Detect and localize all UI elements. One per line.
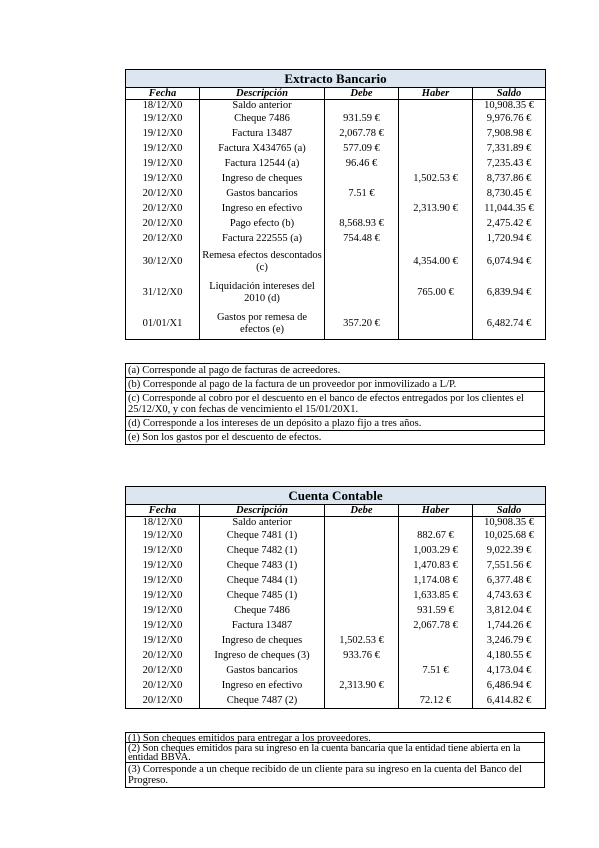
cell-saldo: 4,173.04 €	[473, 663, 546, 678]
cell-fecha: 20/12/X0	[126, 186, 200, 201]
table-row	[126, 111, 546, 126]
cell-fecha: 19/12/X0	[126, 171, 200, 186]
cell-haber: 1,502.53 €	[399, 171, 473, 186]
cell-debe	[325, 171, 399, 186]
table-row	[126, 678, 546, 693]
cell-haber: 1,003.29 €	[399, 543, 473, 558]
cell-descripcion: Gastos por remesa de efectos (e)	[200, 308, 325, 340]
cell-haber	[399, 156, 473, 171]
cell-debe: 2,313.90 €	[325, 678, 399, 693]
table-row	[126, 588, 546, 603]
cell-haber: 765.00 €	[399, 277, 473, 308]
cell-haber: 882.67 €	[399, 528, 473, 543]
cell-descripcion: Ingreso en efectivo	[200, 201, 325, 216]
note-item: (2) Son cheques emitidos para su ingreso en la cuenta bancaria que la entidad tiene abierta en la entidad BBVA.	[125, 743, 545, 763]
cell-fecha: 19/12/X0	[126, 156, 200, 171]
cell-saldo: 6,839.94 €	[473, 277, 546, 308]
cell-saldo: 6,482.74 €	[473, 308, 546, 340]
note-item: (1) Son cheques emitidos para entregar a los proveedores.	[125, 732, 545, 743]
cell-descripcion: Cheque 7486	[200, 111, 325, 126]
cell-descripcion: Factura 13487	[200, 126, 325, 141]
col-descripcion: Descripción	[200, 88, 325, 100]
table-row	[126, 186, 546, 201]
cell-haber	[399, 126, 473, 141]
cell-haber: 1,470.83 €	[399, 558, 473, 573]
cell-debe: 357.20 €	[325, 308, 399, 340]
cell-saldo: 7,908.98 €	[473, 126, 546, 141]
cell-haber: 2,313.90 €	[399, 201, 473, 216]
cell-fecha: 19/12/X0	[126, 141, 200, 156]
cell-haber: 1,633.85 €	[399, 588, 473, 603]
cell-saldo: 3,246.79 €	[473, 633, 546, 648]
cell-descripcion: Ingreso de cheques	[200, 171, 325, 186]
cell-fecha: 19/12/X0	[126, 573, 200, 588]
table-row	[126, 141, 546, 156]
cell-haber	[399, 100, 473, 112]
cell-debe: 8,568.93 €	[325, 216, 399, 231]
cell-debe	[325, 543, 399, 558]
cuenta-title: Cuenta Contable	[126, 487, 546, 505]
col-haber: Haber	[399, 505, 473, 517]
table-row	[126, 573, 546, 588]
cell-descripcion: Cheque 7483 (1)	[200, 558, 325, 573]
cell-descripcion: Cheque 7481 (1)	[200, 528, 325, 543]
cell-fecha: 20/12/X0	[126, 693, 200, 709]
table-row	[126, 517, 546, 529]
cell-fecha: 30/12/X0	[126, 246, 200, 277]
col-descripcion: Descripción	[200, 505, 325, 517]
table-row	[126, 558, 546, 573]
cell-debe: 1,502.53 €	[325, 633, 399, 648]
col-fecha: Fecha	[126, 88, 200, 100]
cell-debe: 931.59 €	[325, 111, 399, 126]
cell-descripcion: Cheque 7487 (2)	[200, 693, 325, 709]
cell-saldo: 11,044.35 €	[473, 201, 546, 216]
cell-fecha: 20/12/X0	[126, 678, 200, 693]
cell-descripcion: Ingreso en efectivo	[200, 678, 325, 693]
cell-debe	[325, 277, 399, 308]
cell-descripcion: Cheque 7482 (1)	[200, 543, 325, 558]
cell-debe	[325, 558, 399, 573]
cell-fecha: 20/12/X0	[126, 201, 200, 216]
cell-debe: 96.46 €	[325, 156, 399, 171]
cell-fecha: 19/12/X0	[126, 126, 200, 141]
cell-haber	[399, 648, 473, 663]
cuenta-contable-table	[125, 486, 546, 709]
cell-haber: 1,174.08 €	[399, 573, 473, 588]
cell-debe: 577.09 €	[325, 141, 399, 156]
cell-descripcion: Ingreso de cheques (3)	[200, 648, 325, 663]
table-row	[126, 156, 546, 171]
cell-debe	[325, 618, 399, 633]
cell-fecha: 20/12/X0	[126, 216, 200, 231]
cell-saldo: 6,377.48 €	[473, 573, 546, 588]
cuenta-notes	[125, 732, 545, 788]
cell-saldo: 10,908.35 €	[473, 517, 546, 529]
cell-debe	[325, 201, 399, 216]
cell-haber	[399, 216, 473, 231]
cell-fecha: 18/12/X0	[126, 100, 200, 112]
cell-haber: 931.59 €	[399, 603, 473, 618]
table-row	[126, 648, 546, 663]
table-row	[126, 663, 546, 678]
col-haber: Haber	[399, 88, 473, 100]
cell-saldo: 8,730.45 €	[473, 186, 546, 201]
table-row	[126, 216, 546, 231]
note-item: (3) Corresponde a un cheque recibido de un cliente para su ingreso en la cuenta del Banco del Progreso.	[125, 763, 545, 788]
cell-saldo: 1,744.26 €	[473, 618, 546, 633]
note-item: (c) Corresponde al cobro por el descuento en el banco de efectos entregados por los clientes el 25/12/X0, y con fechas de vencimiento el 15/01/20X1.	[125, 392, 545, 417]
cell-haber	[399, 231, 473, 246]
cell-descripcion: Cheque 7486	[200, 603, 325, 618]
cell-fecha: 20/12/X0	[126, 231, 200, 246]
cell-saldo: 10,908.35 €	[473, 100, 546, 112]
table-row	[126, 171, 546, 186]
cell-saldo: 7,235.43 €	[473, 156, 546, 171]
table-row	[126, 201, 546, 216]
table-row	[126, 126, 546, 141]
cell-haber	[399, 308, 473, 340]
cell-debe	[325, 603, 399, 618]
cell-saldo: 6,414.82 €	[473, 693, 546, 709]
cell-debe	[325, 517, 399, 529]
cell-saldo: 2,475.42 €	[473, 216, 546, 231]
cell-debe	[325, 100, 399, 112]
cell-fecha: 19/12/X0	[126, 528, 200, 543]
cell-haber: 4,354.00 €	[399, 246, 473, 277]
cell-saldo: 1,720.94 €	[473, 231, 546, 246]
cell-haber: 72.12 €	[399, 693, 473, 709]
cell-debe	[325, 588, 399, 603]
cell-fecha: 19/12/X0	[126, 618, 200, 633]
cell-saldo: 6,074.94 €	[473, 246, 546, 277]
table-row	[126, 603, 546, 618]
cell-fecha: 20/12/X0	[126, 648, 200, 663]
cell-fecha: 19/12/X0	[126, 543, 200, 558]
cell-debe	[325, 528, 399, 543]
cell-fecha: 18/12/X0	[126, 517, 200, 529]
cell-descripcion: Cheque 7484 (1)	[200, 573, 325, 588]
cell-saldo: 6,486.94 €	[473, 678, 546, 693]
cell-descripcion: Ingreso de cheques	[200, 633, 325, 648]
cell-fecha: 19/12/X0	[126, 633, 200, 648]
table-row	[126, 543, 546, 558]
cell-saldo: 7,551.56 €	[473, 558, 546, 573]
cell-saldo: 9,976.76 €	[473, 111, 546, 126]
cell-fecha: 19/12/X0	[126, 603, 200, 618]
cell-debe	[325, 693, 399, 709]
cell-descripcion: Saldo anterior	[200, 100, 325, 112]
cell-saldo: 3,812.04 €	[473, 603, 546, 618]
note-item: (a) Corresponde al pago de facturas de acreedores.	[125, 363, 545, 378]
cell-descripcion: Gastos bancarios	[200, 663, 325, 678]
cell-haber: 2,067.78 €	[399, 618, 473, 633]
cell-descripcion: Saldo anterior	[200, 517, 325, 529]
table-row	[126, 308, 546, 340]
cell-haber	[399, 517, 473, 529]
cell-debe: 2,067.78 €	[325, 126, 399, 141]
table-row	[126, 231, 546, 246]
cell-fecha: 19/12/X0	[126, 588, 200, 603]
cell-haber	[399, 186, 473, 201]
table-row	[126, 277, 546, 308]
cell-haber	[399, 111, 473, 126]
cell-descripcion: Factura 222555 (a)	[200, 231, 325, 246]
table-row	[126, 618, 546, 633]
col-fecha: Fecha	[126, 505, 200, 517]
cell-saldo: 9,022.39 €	[473, 543, 546, 558]
cell-descripcion: Factura 13487	[200, 618, 325, 633]
cell-debe: 754.48 €	[325, 231, 399, 246]
cell-saldo: 10,025.68 €	[473, 528, 546, 543]
cell-haber: 7.51 €	[399, 663, 473, 678]
cell-descripcion: Factura X434765 (a)	[200, 141, 325, 156]
cell-haber	[399, 678, 473, 693]
cell-descripcion: Factura 12544 (a)	[200, 156, 325, 171]
note-item: (e) Son los gastos por el descuento de efectos.	[125, 431, 545, 445]
cell-saldo: 4,743.63 €	[473, 588, 546, 603]
extracto-title: Extracto Bancario	[126, 70, 546, 88]
cell-debe	[325, 573, 399, 588]
col-saldo: Saldo	[473, 88, 546, 100]
cell-haber	[399, 633, 473, 648]
cell-descripcion: Remesa efectos descontados (c)	[200, 246, 325, 277]
table-row	[126, 633, 546, 648]
cell-descripcion: Liquidación intereses del 2010 (d)	[200, 277, 325, 308]
col-debe: Debe	[325, 505, 399, 517]
cell-saldo: 4,180.55 €	[473, 648, 546, 663]
cell-fecha: 31/12/X0	[126, 277, 200, 308]
table-row	[126, 528, 546, 543]
cell-descripcion: Cheque 7485 (1)	[200, 588, 325, 603]
cell-descripcion: Gastos bancarios	[200, 186, 325, 201]
cell-debe: 933.76 €	[325, 648, 399, 663]
col-debe: Debe	[325, 88, 399, 100]
cell-debe	[325, 246, 399, 277]
note-item: (d) Corresponde a los intereses de un depósito a plazo fijo a tres años.	[125, 417, 545, 431]
table-row	[126, 246, 546, 277]
col-saldo: Saldo	[473, 505, 546, 517]
table-row	[126, 100, 546, 112]
cell-haber	[399, 141, 473, 156]
extracto-bancario-table	[125, 69, 546, 340]
cell-fecha: 20/12/X0	[126, 663, 200, 678]
cell-descripcion: Pago efecto (b)	[200, 216, 325, 231]
cell-fecha: 19/12/X0	[126, 558, 200, 573]
cell-saldo: 7,331.89 €	[473, 141, 546, 156]
cell-debe: 7.51 €	[325, 186, 399, 201]
extracto-notes	[125, 363, 545, 445]
cell-saldo: 8,737.86 €	[473, 171, 546, 186]
note-item: (b) Corresponde al pago de la factura de un proveedor por inmovilizado a L/P.	[125, 378, 545, 392]
cell-fecha: 01/01/X1	[126, 308, 200, 340]
table-row	[126, 693, 546, 709]
cell-debe	[325, 663, 399, 678]
cell-fecha: 19/12/X0	[126, 111, 200, 126]
